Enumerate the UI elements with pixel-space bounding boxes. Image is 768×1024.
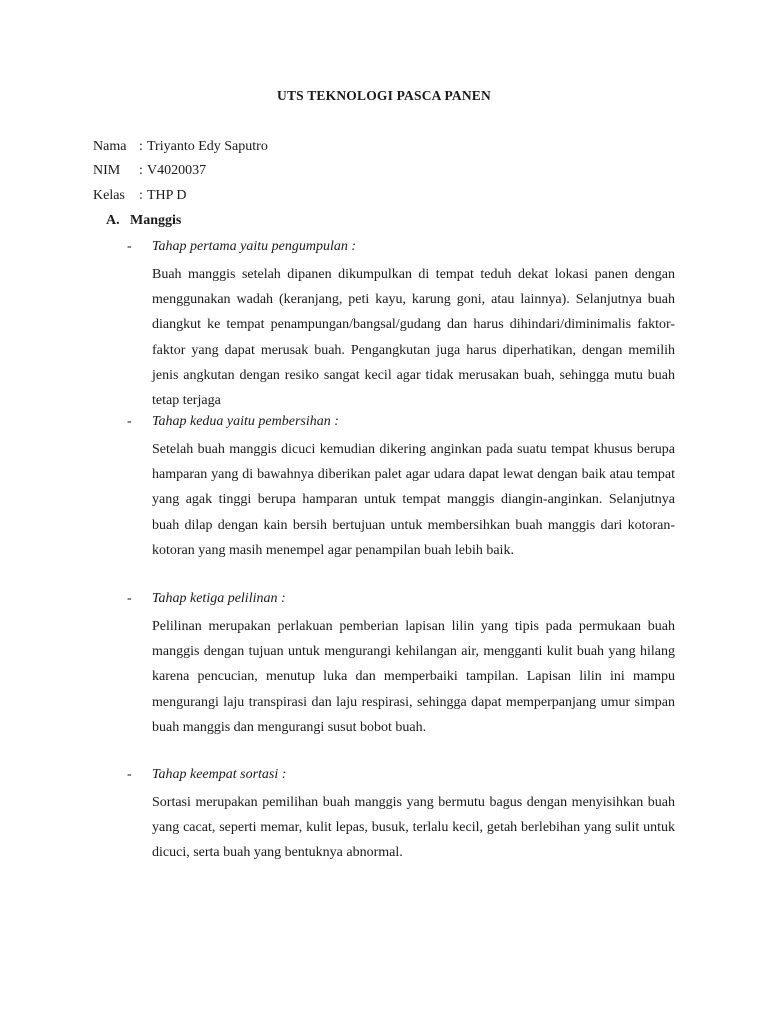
bullet-dash: - bbox=[127, 767, 132, 782]
step-heading-text: Tahap keempat sortasi : bbox=[152, 767, 287, 782]
step-item bbox=[127, 412, 675, 563]
step-heading bbox=[127, 589, 675, 614]
info-label: Kelas bbox=[93, 188, 125, 203]
info-row-kelas bbox=[93, 186, 187, 206]
info-label: NIM bbox=[93, 163, 121, 178]
info-separator: : bbox=[139, 188, 143, 203]
step-body: Sortasi merupakan pemilihan buah manggis yang bermutu bagus dengan menyisihkan buah yang cacat, seperti memar, kulit lepas, busuk, terlalu kecil, getah berlebihan yang sulit untuk dicuci, serta buah yang bentuknya abnormal. bbox=[152, 795, 675, 861]
info-row-nim bbox=[93, 161, 206, 181]
info-value: Triyanto Edy Saputro bbox=[147, 139, 268, 154]
step-body: Setelah buah manggis dicuci kemudian dikering anginkan pada suatu tempat khusus berupa hamparan yang di bawahnya diberikan palet agar udara dapat lewat dengan baik atau tempat yang agak tinggi berupa hamparan untuk tempat manggis diangin-anginkan. Selanjutnya buah dilap dengan kain bersih bertujuan untuk membersihkan buah manggis dari kotoran-kotoran yang masih menempel agar penampilan buah lebih baik. bbox=[152, 442, 675, 558]
info-label: Nama bbox=[93, 139, 127, 154]
step-item bbox=[127, 589, 675, 740]
info-separator: : bbox=[139, 163, 143, 178]
step-heading bbox=[127, 765, 675, 790]
info-value: THP D bbox=[147, 188, 187, 203]
step-heading-text: Tahap ketiga pelilinan : bbox=[152, 591, 286, 606]
step-item bbox=[127, 765, 675, 866]
bullet-dash: - bbox=[127, 591, 132, 606]
step-heading-text: Tahap kedua yaitu pembersihan : bbox=[152, 414, 339, 429]
step-heading bbox=[127, 412, 675, 437]
step-item bbox=[127, 237, 675, 413]
info-row-nama bbox=[93, 137, 268, 157]
step-heading bbox=[127, 237, 675, 262]
section-heading bbox=[106, 211, 181, 231]
step-body: Pelilinan merupakan perlakuan pemberian lapisan lilin yang tipis pada permukaan buah manggis dengan tujuan untuk mengurangi kehilangan air, mengganti kulit buah yang hilang karena pencucian, menutup luka dan memperbaiki tampilan. Lapisan lilin ini mampu mengurangi laju transpirasi dan laju respirasi, sehingga dapat memperpanjang umur simpan buah manggis dan mengurangi susut bobot buah. bbox=[152, 619, 675, 735]
info-value: V4020037 bbox=[147, 163, 207, 178]
document-title: UTS TEKNOLOGI PASCA PANEN bbox=[277, 88, 491, 103]
step-heading-text: Tahap pertama yaitu pengumpulan : bbox=[152, 239, 357, 254]
section-title: Manggis bbox=[130, 213, 182, 228]
bullet-dash: - bbox=[127, 239, 132, 254]
section-letter: A. bbox=[106, 213, 120, 228]
info-separator: : bbox=[139, 139, 143, 154]
bullet-dash: - bbox=[127, 414, 132, 429]
step-body: Buah manggis setelah dipanen dikumpulkan di tempat teduh dekat lokasi panen dengan menggunakan wadah (keranjang, peti kayu, karung goni, atau lainnya). Selanjutnya buah diangkut ke tempat penampungan/bangsal/gudang dan harus dihindari/diminimalis faktor-faktor yang dapat merusak buah. Pengangkutan juga harus diperhatikan, dengan memilih jenis angkutan dengan resiko sangat kecil agar tidak merusakan buah, sehingga mutu buah tetap terjaga bbox=[152, 267, 675, 409]
